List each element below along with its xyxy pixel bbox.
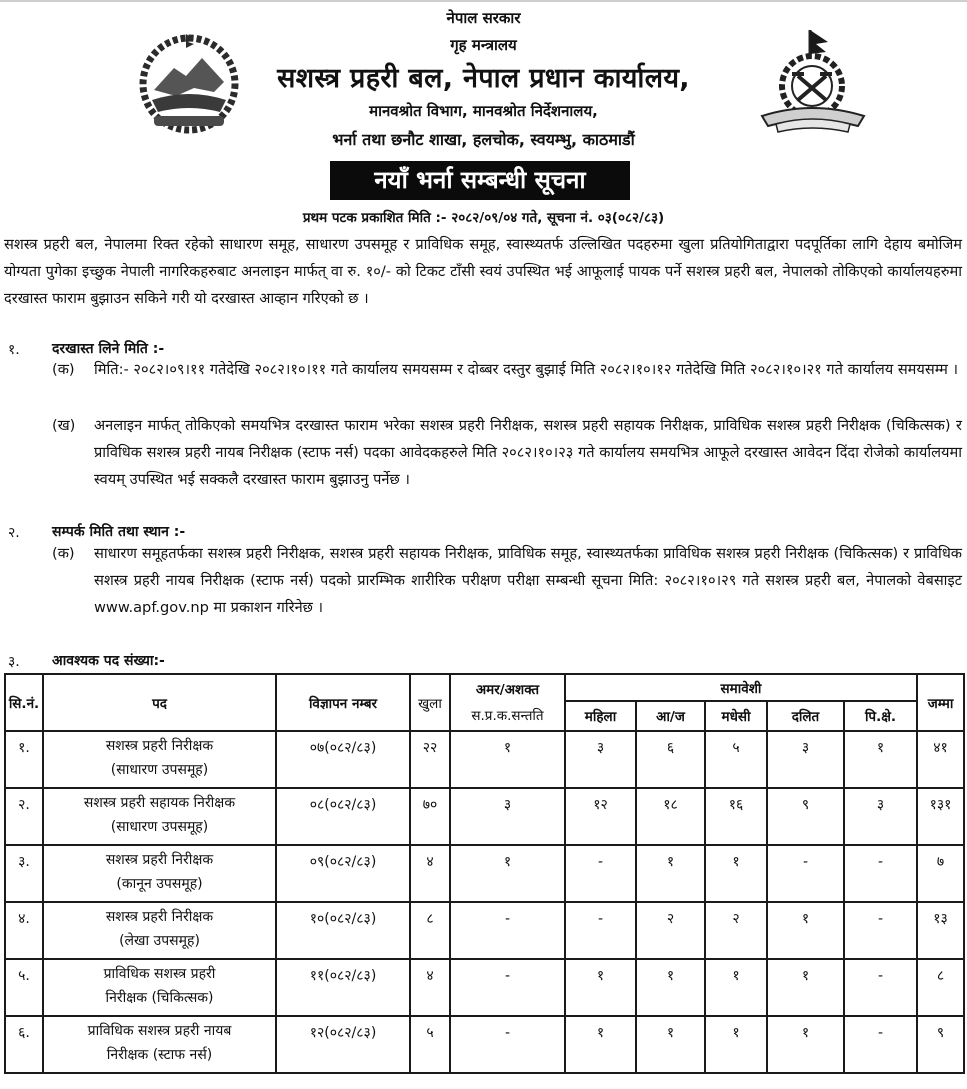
item-mark: (क) <box>52 361 75 378</box>
cell-martyr: १ <box>450 731 565 788</box>
section-item <box>52 540 962 622</box>
cell-total: १३१ <box>917 788 964 845</box>
header-madhesi: मधेसी <box>705 701 767 731</box>
cell-open: २२ <box>410 731 450 788</box>
item-mark: (क) <box>52 545 75 562</box>
section-item <box>52 412 962 494</box>
item-text: साधारण समूहतर्फका सशस्त्र प्रहरी निरीक्षक, सशस्त्र प्रहरी सहायक निरीक्षक, प्राविधिक समूह, स्वास्थ्यतर्फका प्राविधिक सशस्त्र प्रहरी निरीक्षक (चिकित्सक) र प्राविधिक सशस्त्र प्रहरी नायब निरीक्षक (स्टाफ नर्स) पदको प्रारम्भिक शारीरिक परीक्षण परीक्षा सम्बन्धी सूचना मिति: २०८२।१०।२९ गते सशस्त्र प्रहरी बल, नेपालको वेबसाइट www.apf.gov.np मा प्रकाशन गरिनेछ । <box>94 545 962 617</box>
cell-sn: ५. <box>5 959 43 1016</box>
cell-post <box>43 731 276 788</box>
cell-sn: ६. <box>5 1016 43 1073</box>
table-row <box>5 845 964 902</box>
cell-total: ९ <box>917 1016 964 1073</box>
cell-total: १३ <box>917 902 964 959</box>
cell-backward: ३ <box>844 788 917 845</box>
office-title: सशस्त्र प्रहरी बल, नेपाल प्रधान कार्यालय, <box>277 63 690 94</box>
cell-ad-no: १०(०८२/८३) <box>276 902 410 959</box>
intro-paragraph: सशस्त्र प्रहरी बल, नेपालमा रिक्त रहेको साधारण समूह, साधारण उपसमूह र प्राविधिक समूह, स्वास्थ्यतर्फ उल्लिखित पदहरुमा खुला प्रतियोगिताद्वारा पदपूर्तिका लागि देहाय बमोजिम योग्यता पुगेका इच्छुक नेपाली नागरिकहरुबाट अनलाइन मार्फत् वा रु. १०/- को टिकट टाँसी स्वयं उपस्थित भई आफूलाई पायक पर्ने सशस्त्र प्रहरी बल, नेपालको तोकिएको कार्यालयहरुमा दरखास्त फाराम बुझाउन सकिने गरी यो दरखास्त आव्हान गरिएको छ । <box>4 236 962 308</box>
cell-janajati: १८ <box>636 788 705 845</box>
header-inclusive: समावेशी <box>565 674 917 701</box>
posts-table <box>4 673 965 1074</box>
government-title: नेपाल सरकार <box>446 9 521 27</box>
cell-total: ४१ <box>917 731 964 788</box>
cell-dalit: ९ <box>767 788 844 845</box>
notice-banner: नयाँ भर्ना सम्बन्धी सूचना <box>330 161 630 200</box>
section-number: १. <box>8 342 20 358</box>
post-name: सशस्त्र प्रहरी निरीक्षक <box>105 909 214 925</box>
cell-women: १ <box>565 959 636 1016</box>
cell-madhesi: ५ <box>705 731 767 788</box>
cell-dalit: ३ <box>767 731 844 788</box>
header-dalit: दलित <box>767 701 844 731</box>
cell-post <box>43 788 276 845</box>
section-number: ३. <box>8 654 20 670</box>
cell-martyr: १ <box>450 845 565 902</box>
cell-women: ३ <box>565 731 636 788</box>
post-name: प्राविधिक सशस्त्र प्रहरी नायब <box>87 1023 232 1039</box>
post-group: (कानून उपसमूह) <box>116 876 203 892</box>
post-group: निरीक्षक (स्टाफ नर्स) <box>106 1047 213 1063</box>
header-women: महिला <box>565 701 636 731</box>
cell-janajati: २ <box>636 902 705 959</box>
cell-sn: ४. <box>5 902 43 959</box>
top-border <box>0 0 967 2</box>
section-number: २. <box>8 525 20 541</box>
cell-backward: - <box>844 1016 917 1073</box>
post-name: प्राविधिक सशस्त्र प्रहरी <box>103 966 216 982</box>
department-title: मानवश्रोत विभाग, मानवश्रोत निर्देशनालय, <box>369 102 598 120</box>
header-martyr-line2: स.प्र.क.सन्तति <box>471 707 544 724</box>
cell-ad-no: ०७(०८२/८३) <box>276 731 410 788</box>
post-group: (लेखा उपसमूह) <box>119 933 200 949</box>
post-group: निरीक्षक (चिकित्सक) <box>105 990 214 1006</box>
cell-total: ७ <box>917 845 964 902</box>
table-row <box>5 902 964 959</box>
cell-women: १२ <box>565 788 636 845</box>
cell-post <box>43 1016 276 1073</box>
section-address: भर्ना तथा छनौट शाखा, हलचोक, स्वयम्भु, काठमाडौं <box>332 130 635 149</box>
cell-janajati: १ <box>636 1016 705 1073</box>
header-sn: सि.नं. <box>5 674 43 731</box>
cell-open: ७० <box>410 788 450 845</box>
cell-martyr: - <box>450 959 565 1016</box>
cell-open: ५ <box>410 1016 450 1073</box>
table-row <box>5 1016 964 1073</box>
cell-madhesi: १ <box>705 959 767 1016</box>
cell-madhesi: १ <box>705 845 767 902</box>
cell-open: ४ <box>410 845 450 902</box>
table-row <box>5 731 964 788</box>
cell-women: १ <box>565 1016 636 1073</box>
item-mark: (ख) <box>52 417 76 434</box>
cell-backward: - <box>844 959 917 1016</box>
cell-open: ४ <box>410 959 450 1016</box>
cell-backward: १ <box>844 731 917 788</box>
section-title: दरखास्त लिने मिति :- <box>52 341 165 357</box>
cell-ad-no: १२(०८२/८३) <box>276 1016 410 1073</box>
cell-post <box>43 959 276 1016</box>
cell-martyr: ३ <box>450 788 565 845</box>
cell-dalit: १ <box>767 902 844 959</box>
cell-sn: ३. <box>5 845 43 902</box>
cell-janajati: १ <box>636 959 705 1016</box>
section-title: आवश्यक पद संख्या:- <box>52 653 165 669</box>
cell-janajati: १ <box>636 845 705 902</box>
cell-dalit: १ <box>767 1016 844 1073</box>
cell-post <box>43 845 276 902</box>
cell-backward: - <box>844 902 917 959</box>
cell-sn: १. <box>5 731 43 788</box>
cell-women: - <box>565 845 636 902</box>
item-text: मिति:- २०८२।०९।११ गतेदेखि २०८२।१०।११ गते कार्यालय समयसम्म र दोब्बर दस्तुर बुझाई मिति २०८२।१०।१२ गतेदेखि मिति २०८२।१०।२१ गते कार्यालय समयसम्म । <box>94 361 959 378</box>
cell-janajati: ६ <box>636 731 705 788</box>
post-group: (साधारण उपसमूह) <box>110 762 209 778</box>
cell-madhesi: १६ <box>705 788 767 845</box>
cell-open: ८ <box>410 902 450 959</box>
header-ad-no: विज्ञापन नम्बर <box>276 674 410 731</box>
header-martyr <box>450 674 565 731</box>
cell-madhesi: १ <box>705 1016 767 1073</box>
cell-backward: - <box>844 845 917 902</box>
cell-sn: २. <box>5 788 43 845</box>
header-post: पद <box>43 674 276 731</box>
post-name: सशस्त्र प्रहरी निरीक्षक <box>105 852 214 868</box>
cell-dalit: १ <box>767 959 844 1016</box>
header-open: खुला <box>410 674 450 731</box>
cell-ad-no: ०९(०८२/८३) <box>276 845 410 902</box>
cell-post <box>43 902 276 959</box>
item-text: अनलाइन मार्फत् तोकिएको समयभित्र दरखास्त फाराम भरेका सशस्त्र प्रहरी निरीक्षक, सशस्त्र प्रहरी सहायक निरीक्षक, प्राविधिक सशस्त्र प्रहरी निरीक्षक (चिकित्सक) र प्राविधिक सशस्त्र प्रहरी नायब निरीक्षक (स्टाफ नर्स) पदका आवेदकहरुले मिति २०८२।१०।२३ गते कार्यालय समयभित्र आफूले दरखास्त आवेदन दिंदा रोजेको कार्यालयमा स्वयम् उपस्थित भई सक्कलै दरखास्त फाराम बुझाउनु पर्नेछ । <box>94 417 962 489</box>
section-title: सम्पर्क मिति तथा स्थान :- <box>52 524 186 540</box>
post-name: सशस्त्र प्रहरी सहायक निरीक्षक <box>83 795 236 811</box>
ministry-title: गृह मन्त्रालय <box>450 36 517 54</box>
cell-martyr: - <box>450 1016 565 1073</box>
cell-women: - <box>565 902 636 959</box>
header-martyr-line1: अमर/अशक्त <box>475 681 540 698</box>
cell-ad-no: ०८(०८२/८३) <box>276 788 410 845</box>
section-item <box>52 356 962 383</box>
post-group: (साधारण उपसमूह) <box>110 819 209 835</box>
header-backward: पि.क्षे. <box>844 701 917 731</box>
header-total: जम्मा <box>917 674 964 731</box>
table-row <box>5 788 964 845</box>
cell-martyr: - <box>450 902 565 959</box>
cell-dalit: - <box>767 845 844 902</box>
publish-date-line: प्रथम पटक प्रकाशित मिति :- २०८२/०९/०४ गते, सूचना नं. ०३(०८२/८३) <box>302 210 665 226</box>
cell-madhesi: २ <box>705 902 767 959</box>
header-janajati: आ/ज <box>636 701 705 731</box>
post-name: सशस्त्र प्रहरी निरीक्षक <box>105 738 214 754</box>
cell-ad-no: ११(०८२/८३) <box>276 959 410 1016</box>
cell-total: ८ <box>917 959 964 1016</box>
table-row <box>5 959 964 1016</box>
